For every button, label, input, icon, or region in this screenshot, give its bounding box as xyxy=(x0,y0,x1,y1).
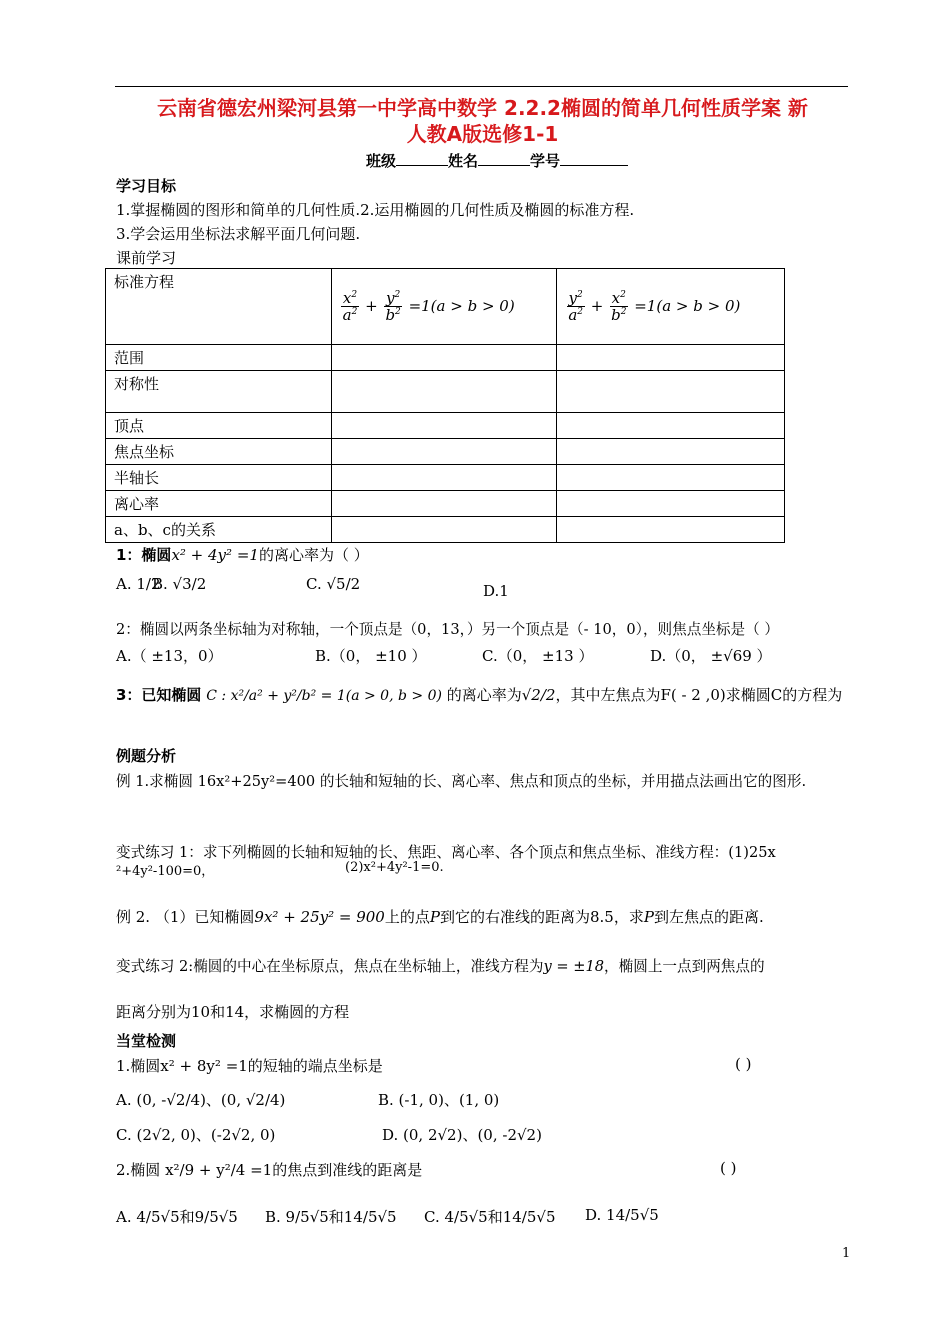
table-cell[interactable] xyxy=(557,439,785,465)
top-rule xyxy=(115,86,848,87)
q3-eccentricity: √2/2 xyxy=(521,686,556,704)
row-label-semi-axis: 半轴长 xyxy=(106,465,332,491)
table-cell[interactable] xyxy=(557,345,785,371)
q2-option-b[interactable]: B.（0， ±10 ） xyxy=(315,647,427,665)
table-cell[interactable] xyxy=(557,413,785,439)
check-q1: 1.椭圆x² + 8y² =1的短轴的端点坐标是 xyxy=(116,1057,383,1075)
check-q2-answer-paren[interactable]: ( ) xyxy=(720,1159,737,1177)
q2-option-c[interactable]: C.（0， ±13 ） xyxy=(482,647,594,665)
table-cell[interactable] xyxy=(331,517,557,543)
question-2: 2：椭圆以两条坐标轴为对称轴，一个顶点是（0，13，）另一个顶点是（- 10，0），则焦点坐标是（ ） xyxy=(116,621,779,638)
row-label-focus: 焦点坐标 xyxy=(106,439,332,465)
row-label-symmetry: 对称性 xyxy=(106,371,332,413)
table-cell[interactable] xyxy=(557,491,785,517)
table-cell[interactable] xyxy=(557,465,785,491)
check-q2-option-c[interactable]: C. 4/5√5和14/5√5 xyxy=(424,1208,556,1226)
variant-2-line1: 变式练习 2:椭圆的中心在坐标原点，焦点在坐标轴上，准线方程为y = ±18，椭圆上一点到两焦点的 xyxy=(116,958,765,975)
class-blank[interactable] xyxy=(396,151,448,166)
check-q2-option-b[interactable]: B. 9/5√5和14/5√5 xyxy=(265,1208,397,1226)
student-info xyxy=(366,150,628,171)
table-cell[interactable] xyxy=(331,465,557,491)
page-number: 1 xyxy=(842,1246,851,1261)
q2-option-d[interactable]: D.（0， ±√69 ） xyxy=(650,647,772,665)
page-title-line1: 云南省德宏州梁河县第一中学高中数学 2.2.2椭圆的简单几何性质学案 新 xyxy=(157,96,808,120)
question-1: 1：椭圆x² + 4y² =1的离心率为（ ） xyxy=(116,546,369,564)
goals-line2: 3.学会运用坐标法求解平面几何问题. xyxy=(116,225,361,243)
class-label: 班级 xyxy=(366,152,397,170)
table-cell[interactable] xyxy=(331,345,557,371)
q1-equation: x² + 4y² =1 xyxy=(171,546,259,564)
number-label: 学号 xyxy=(530,152,561,170)
section-goals: 学习目标 xyxy=(116,177,177,195)
equation-horizontal: $\frac{x^2}{a^2}$ + $\frac{y^2}{b^2}$ =1(a > b > 0) xyxy=(331,269,557,345)
section-preclass: 课前学习 xyxy=(116,249,177,267)
check-q1-option-c[interactable]: C. (2√2, 0)、(-2√2, 0) xyxy=(116,1126,276,1144)
row-label-eccentricity: 离心率 xyxy=(106,491,332,517)
variant-1-line1: 变式练习 1：求下列椭圆的长轴和短轴的长、焦距、离心率、各个顶点和焦点坐标、准线方程：(1)25x xyxy=(116,844,776,861)
section-examples: 例题分析 xyxy=(116,747,177,765)
q1-option-a[interactable]: A. 1/2 xyxy=(116,575,161,593)
check-q1-option-b[interactable]: B. (-1, 0)、(1, 0) xyxy=(378,1091,500,1109)
check-q1-answer-paren[interactable]: ( ) xyxy=(735,1055,752,1073)
table-header-cell: 标准方程 xyxy=(106,269,332,345)
name-label: 姓名 xyxy=(448,152,479,170)
example-2: 例 2. （1）已知椭圆9x² + 25y² = 900上的点P到它的右准线的距离为8.5，求P到左焦点的距离. xyxy=(116,908,764,926)
goals-line1: 1.掌握椭圆的图形和简单的几何性质.2.运用椭圆的几何性质及椭圆的标准方程. xyxy=(116,201,635,219)
variant-2-line2: 距离分别为10和14，求椭圆的方程 xyxy=(116,1003,350,1021)
table-cell[interactable] xyxy=(331,413,557,439)
name-blank[interactable] xyxy=(478,151,530,166)
table-cell[interactable] xyxy=(331,439,557,465)
check-q2-option-a[interactable]: A. 4/5√5和9/5√5 xyxy=(116,1208,238,1226)
variant-1-line2: ²+4y²-100=0， xyxy=(116,864,215,879)
q2-option-a[interactable]: A.（ ±13，0） xyxy=(116,647,223,665)
q1-option-b[interactable]: B. √3/2 xyxy=(152,575,207,593)
check-q2-option-d[interactable]: D. 14/5√5 xyxy=(585,1206,659,1224)
q1-option-c[interactable]: C. √5/2 xyxy=(306,575,361,593)
row-label-vertex: 顶点 xyxy=(106,413,332,439)
question-3: 3：已知椭圆 C : x²/a² + y²/b² = 1(a > 0, b > 0) 的离心率为√2/2，其中左焦点为F( - 2 ,0)求椭圆C的方程为 xyxy=(116,686,843,704)
check-q2: 2.椭圆 x²/9 + y²/4 =1的焦点到准线的距离是 xyxy=(116,1161,423,1179)
table-cell[interactable] xyxy=(557,371,785,413)
table-cell[interactable] xyxy=(557,517,785,543)
equation-vertical: $\frac{y^2}{a^2}$ + $\frac{x^2}{b^2}$ =1(a > b > 0) xyxy=(557,269,785,345)
example-1: 例 1.求椭圆 16x²+25y²=400 的长轴和短轴的长、离心率、焦点和顶点的坐标，并用描点法画出它的图形. xyxy=(116,773,807,790)
table-cell[interactable] xyxy=(331,371,557,413)
q3-equation: C : x²/a² + y²/b² = 1(a > 0, b > 0) xyxy=(206,688,442,704)
section-check: 当堂检测 xyxy=(116,1032,177,1050)
ex2-equation: 9x² + 25y² = 900 xyxy=(254,908,385,926)
page-title-line2: 人教A版选修1-1 xyxy=(406,122,559,146)
q1-option-d[interactable]: D.1 xyxy=(483,582,509,600)
directrix-equation: y = ±18 xyxy=(543,958,605,975)
table-cell[interactable] xyxy=(331,491,557,517)
variant-1-line2b: (2)x²+4y²-1=0. xyxy=(345,860,444,875)
row-label-abc-relation: a、b、c的关系 xyxy=(106,517,332,543)
number-blank[interactable] xyxy=(560,151,628,166)
check-q1-option-a[interactable]: A. (0, -√2/4)、(0, √2/4) xyxy=(116,1091,286,1109)
check-q1-option-d[interactable]: D. (0, 2√2)、(0, -2√2) xyxy=(382,1126,542,1144)
row-label-range: 范围 xyxy=(106,345,332,371)
properties-table xyxy=(105,268,785,543)
